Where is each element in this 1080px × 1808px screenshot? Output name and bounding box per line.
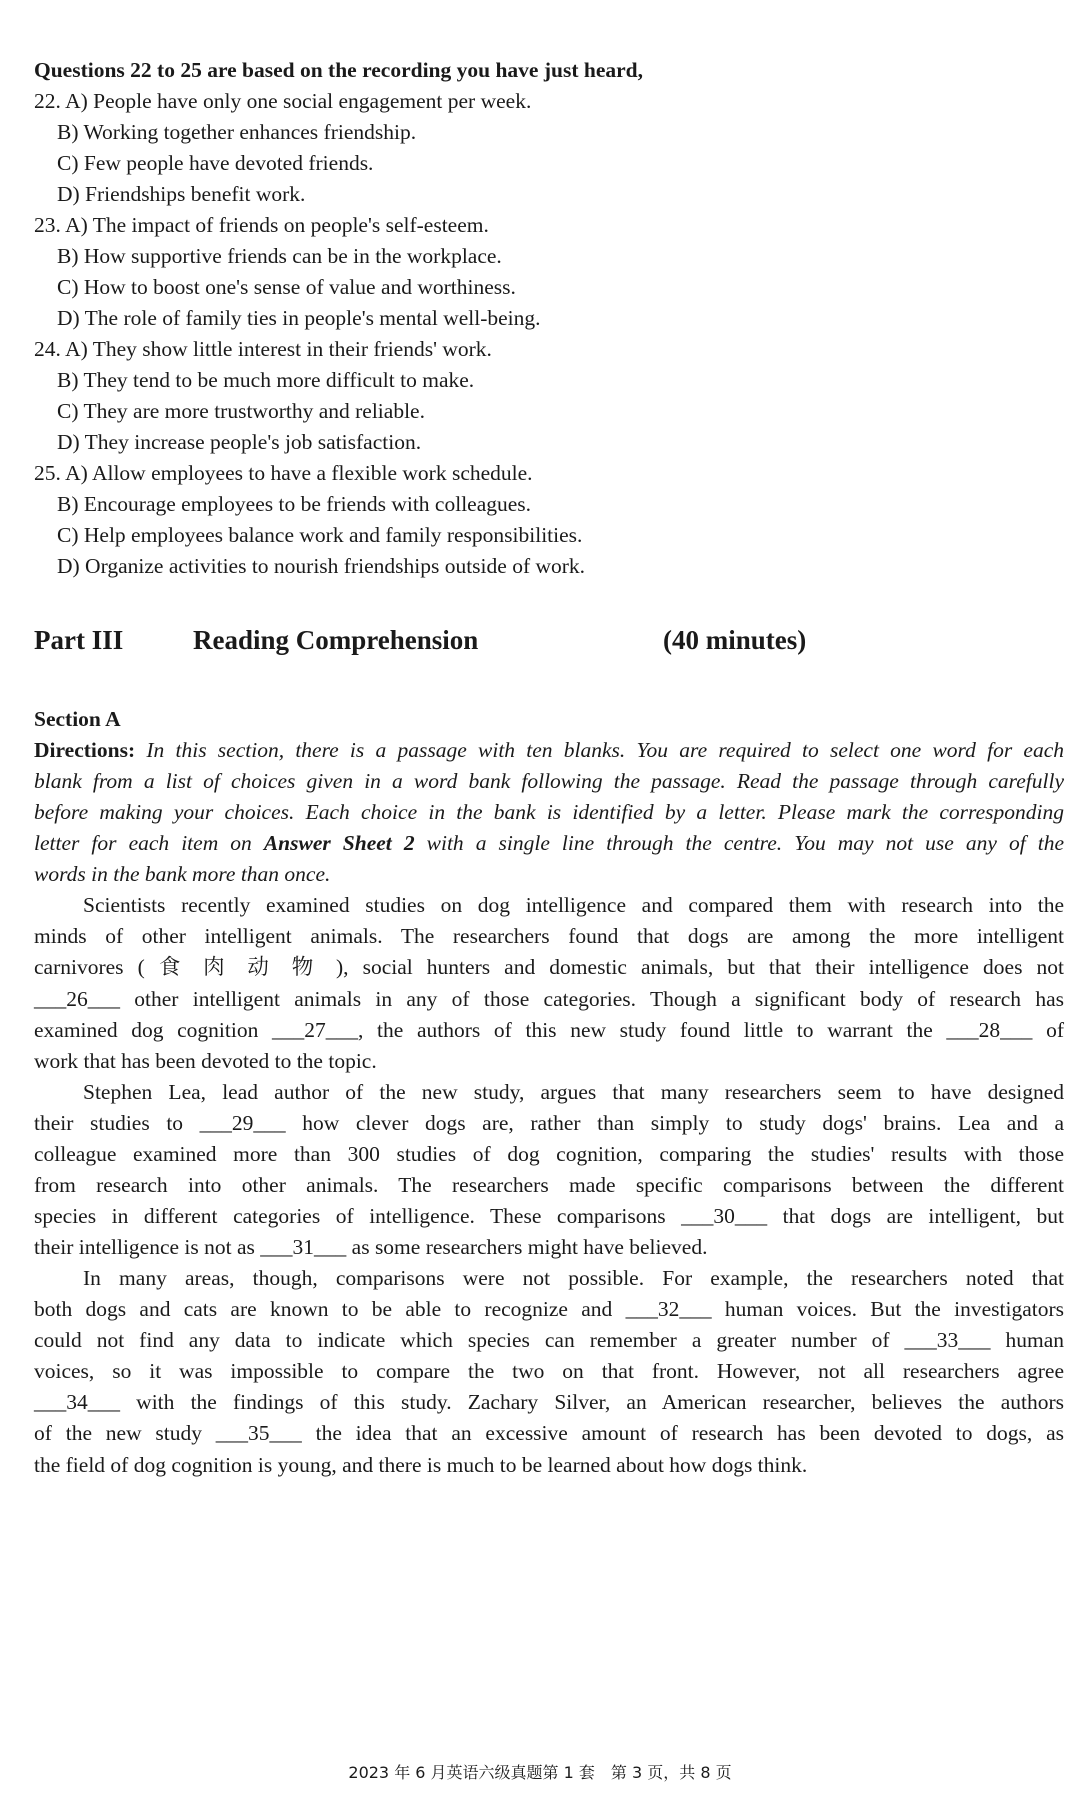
q24-option-c: C) They are more trustworthy and reliable. [57,399,425,423]
passage-line-19: the field of dog cognition is young, and there is much to be learned about how dogs think. [34,1453,808,1477]
directions-line-3: before making your choices. Each choice in the bank is identified by a letter. Please mark the corresponding [34,800,1064,824]
directions-line-4 [34,829,1064,857]
q23-option-c: C) How to boost one's sense of value and worthiness. [57,275,516,299]
passage-line-5: examined dog cognition ___27___, the authors of this new study found little to warrant the ___28___ of [34,1018,1064,1042]
directions-line-2: blank from a list of choices given in a word bank following the passage. Read the passage through carefully [34,769,1064,793]
passage-line-4: ___26___ other intelligent animals in any of those categories. Though a significant body of research has [34,987,1064,1011]
passage-line-7: Stephen Lea, lead author of the new study, argues that many researchers seem to have designed [83,1080,1064,1104]
passage-line-15: could not find any data to indicate which species can remember a greater number of ___33___ human [34,1328,1064,1352]
passage-line-18: of the new study ___35___ the idea that an excessive amount of research has been devoted to dogs, as [34,1421,1064,1445]
q22-option-b: B) Working together enhances friendship. [57,120,417,144]
q23-option-a: 23. A) The impact of friends on people's self-esteem. [34,213,489,237]
q24-option-a: 24. A) They show little interest in their friends' work. [34,337,492,361]
q25-option-a: 25. A) Allow employees to have a flexible work schedule. [34,461,533,485]
q25-option-d: D) Organize activities to nourish friendships outside of work. [57,554,586,578]
passage-line-14: both dogs and cats are known to be able to recognize and ___32___ human voices. But the investigators [34,1297,1064,1321]
passage-line-12: their intelligence is not as ___31___ as some researchers might have believed. [34,1235,708,1259]
directions-text-1: In this section, there is a passage with ten blanks. You are required to select one word for each [146,738,1065,762]
q22-option-d: D) Friendships benefit work. [57,182,306,206]
q25-option-c: C) Help employees balance work and family responsibilities. [57,523,583,547]
q23-option-d: D) The role of family ties in people's mental well-being. [57,306,541,330]
passage-line-13: In many areas, though, comparisons were not possible. For example, the researchers noted that [83,1266,1064,1290]
directions-label: Directions: [34,738,136,762]
passage-line-9: colleague examined more than 300 studies of dog cognition, comparing the studies' results with those [34,1142,1064,1166]
passage-line-11: species in different categories of intelligence. These comparisons ___30___ that dogs are intelligent, but [34,1204,1064,1228]
q24-option-b: B) They tend to be much more difficult to make. [57,368,475,392]
q24-option-d: D) They increase people's job satisfaction. [57,430,422,454]
directions-line-5: words in the bank more than once. [34,862,331,886]
passage-line-2: minds of other intelligent animals. The researchers found that dogs are among the more intelligent [34,924,1064,948]
directions-text-4-tail: with a single line through the centre. You may not use any of the [414,831,1064,855]
q22-option-a: 22. A) People have only one social engagement per week. [34,89,532,113]
part-time: (40 minutes) [663,625,807,655]
part-label: Part III [34,625,124,655]
answer-sheet-ref: Answer Sheet 2 [263,831,415,855]
listening-intro: Questions 22 to 25 are based on the recording you have just heard, [34,58,643,82]
passage-line-8: their studies to ___29___ how clever dogs are, rather than simply to study dogs' brains. Lea and a [34,1111,1064,1135]
q25-option-b: B) Encourage employees to be friends with colleagues. [57,492,532,516]
passage-line-3: carnivores ( 食 肉 动 物 ), social hunters and domestic animals, but that their intelligence does not [34,955,1064,979]
directions-line-1 [34,736,1064,764]
passage-line-17: ___34___ with the findings of this study. Zachary Silver, an American researcher, believes the authors [34,1390,1064,1414]
directions-text-4: letter for each item on [34,831,264,855]
passage-line-6: work that has been devoted to the topic. [34,1049,377,1073]
q23-option-b: B) How supportive friends can be in the workplace. [57,244,502,268]
section-heading: Section A [34,707,121,731]
passage-line-1: Scientists recently examined studies on dog intelligence and compared them with research into the [83,893,1064,917]
passage-line-16: voices, so it was impossible to compare the two on that front. However, not all researchers agree [34,1359,1064,1383]
q22-option-c: C) Few people have devoted friends. [57,151,374,175]
page-footer: 2023 年 6 月英语六级真题第 1 套 第 3 页，共 8 页 [348,1763,732,1782]
part-title: Reading Comprehension [193,625,479,655]
passage-line-10: from research into other animals. The researchers made specific comparisons between the different [34,1173,1064,1197]
